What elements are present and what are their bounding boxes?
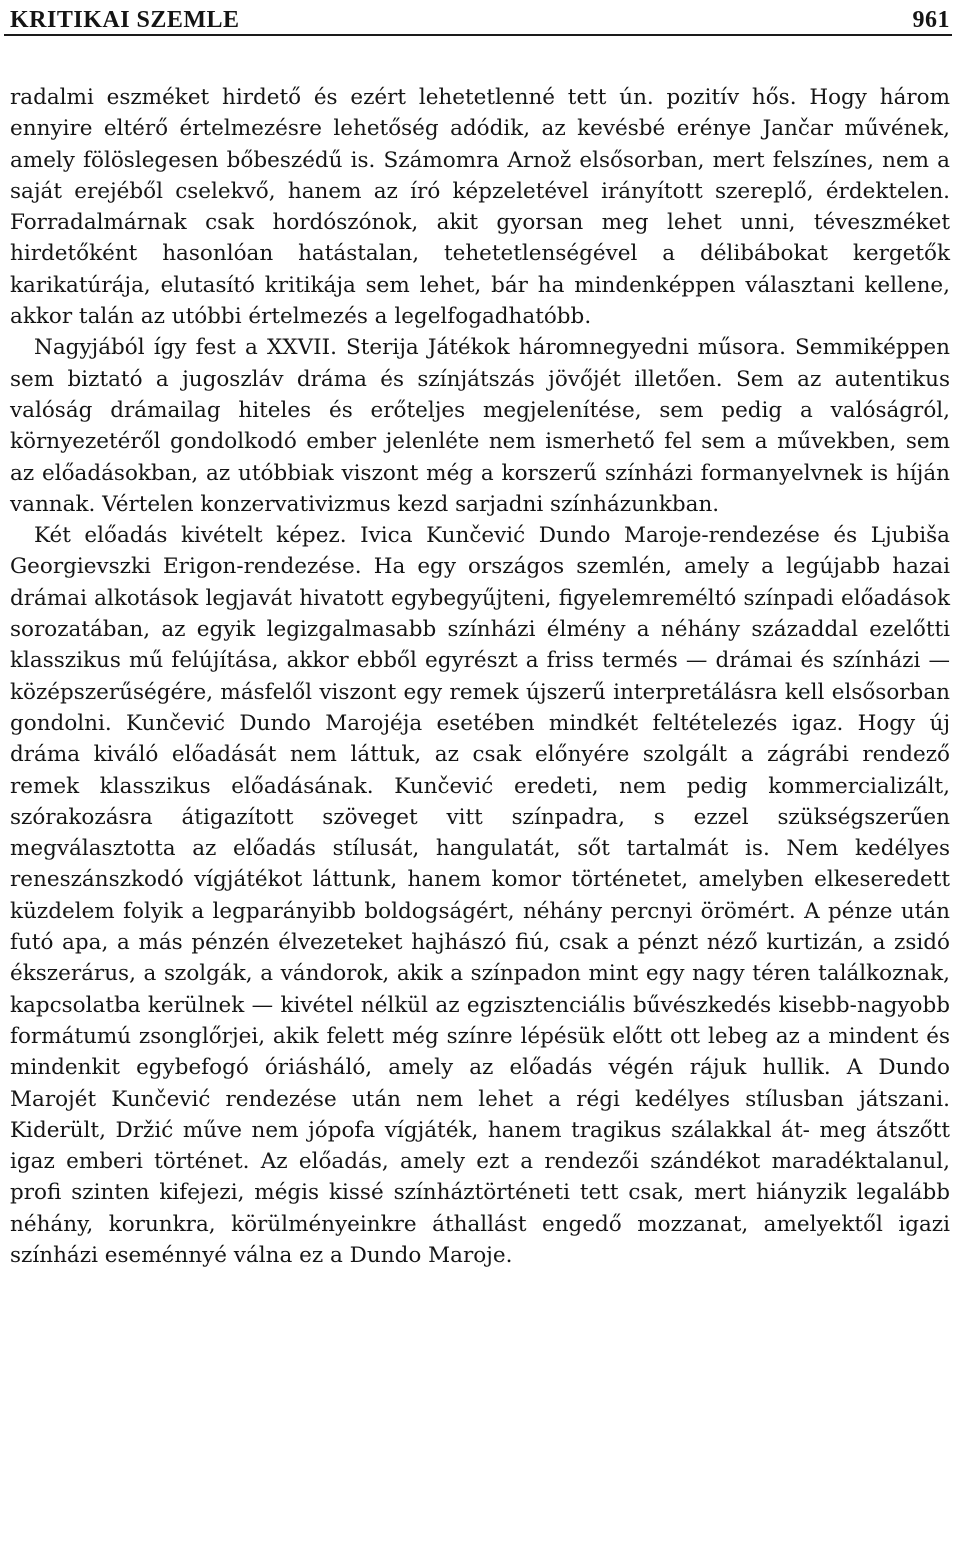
paragraph: Két előadás kivételt képez. Ivica Kunčević Dundo Maroje-rendezése és Ljubiša Georgievszki Erigon-rendezése. Ha egy országos szemlén, amely a legújabb hazai drámai alkotások legjavát hivatott egybegyűjteni, figyelemreméltó színpadi előadások sorozatában, az egyik legizgalmasabb színházi élmény a néhány századdal ezelőtti klasszikus mű felújítása, akkor ebből egyrészt a friss termés — drámai és színházi — középszerűségére, másfelől viszont egy remek újszerű interpretálásra kell elsősorban gondolni. Kunčević Dundo Marojéja esetében mindkét feltételezés igaz. Hogy új dráma kiváló előadását nem láttuk, az csak előnyére szolgált a zágrábi rendező remek klasszikus előadásának. Kunčević eredeti, nem pedig kommercializált, szórakozásra átigazított szöveget vitt színpadra, s ezzel szükségszerűen megválasztotta az előadás stílusát, hangulatát, sőt tartalmát is. Nem kedélyes reneszánszkodó vígjátékot láttunk, hanem komor történetet, amelyben elkeseredett küzdelem folyik a legparányibb boldogságért, néhány percnyi örömért. A pénze után futó apa, a más pénzén élvezeteket hajhászó fiú, csak a pénzt néző kurtizán, a zsidó ékszerárus, a szolgák, a vándorok, akik a színpadon mint egy nagy téren találkoznak, kapcsolatba kerülnek — kivétel nélkül az egzisztenciális bűvészkedés kisebb-nagyobb formátumú zsonglőrjei, akik felett még színre lépésük előtt ott lebeg az a mindent és mindenkit egybefogó óriásháló, amely az előadás végén rájuk hullik. A Dundo Marojét Kunčević rendezése után nem lehet a régi kedélyes stílusban játszani. Kiderült, Držić műve nem jópofa vígjáték, hanem tragikus szálakkal át- meg átszőtt igaz emberi történet. Az előadás, amely ezt a rendezői szándékot maradéktalanul, profi szinten kifejezi, mégis kissé színháztörténeti tett csak, mert hiányzik legalább néhány, korunkra, körülményeinkre áthallást engedő mozzanat, amelyektől igazi színházi eseménnyé válna ez a Dundo Maroje.: [10, 523, 950, 1268]
paragraph: Nagyjából így fest a XXVII. Sterija Játékok háromnegyedni műsora. Semmiképpen sem biztató a jugoszláv dráma és színjátszás jövőjét illetően. Sem az autentikus valóság drámailag hiteles és erőteljes megjelenítése, sem pedig a valóságról, környezetéről gondolkodó ember jelenléte nem ismerhető fel sem a művekben, sem az előadásokban, az utóbbiak viszont még a korszerű színházi formanyelvnek is híján vannak. Vértelen konzervativizmus kezd sarjadni színházunkban.: [10, 335, 950, 517]
page-number: 961: [912, 7, 950, 33]
paragraph-continued: radalmi eszméket hirdető és ezért lehetetlenné tett ún. pozitív hős. Hogy három ennyire eltérő értelmezésre lehetőség adódik, az kevésbé erénye Jančar művének, amely fölöslegesen bőbeszédű is. Számomra Arnož elsősorban, mert felszínes, nem a saját erejéből cselekvő, hanem az író képzeletével irányított szereplő, érdektelen. Forradalmárnak csak hordószónok, akit gyorsan meg lehet unni, téveszméket hirdetőként hasonlóan hatástalan, tehetetlenségével a délibábokat kergetők karikatúrája, elutasító kritikája sem lehet, bár ha mindenképpen választani kellene, akkor talán az utóbbi értelmezés a legelfogadhatóbb.: [10, 85, 950, 330]
running-head: [4, 0, 952, 36]
journal-title: KRITIKAI SZEMLE: [10, 7, 240, 33]
article-body: [10, 82, 950, 1271]
